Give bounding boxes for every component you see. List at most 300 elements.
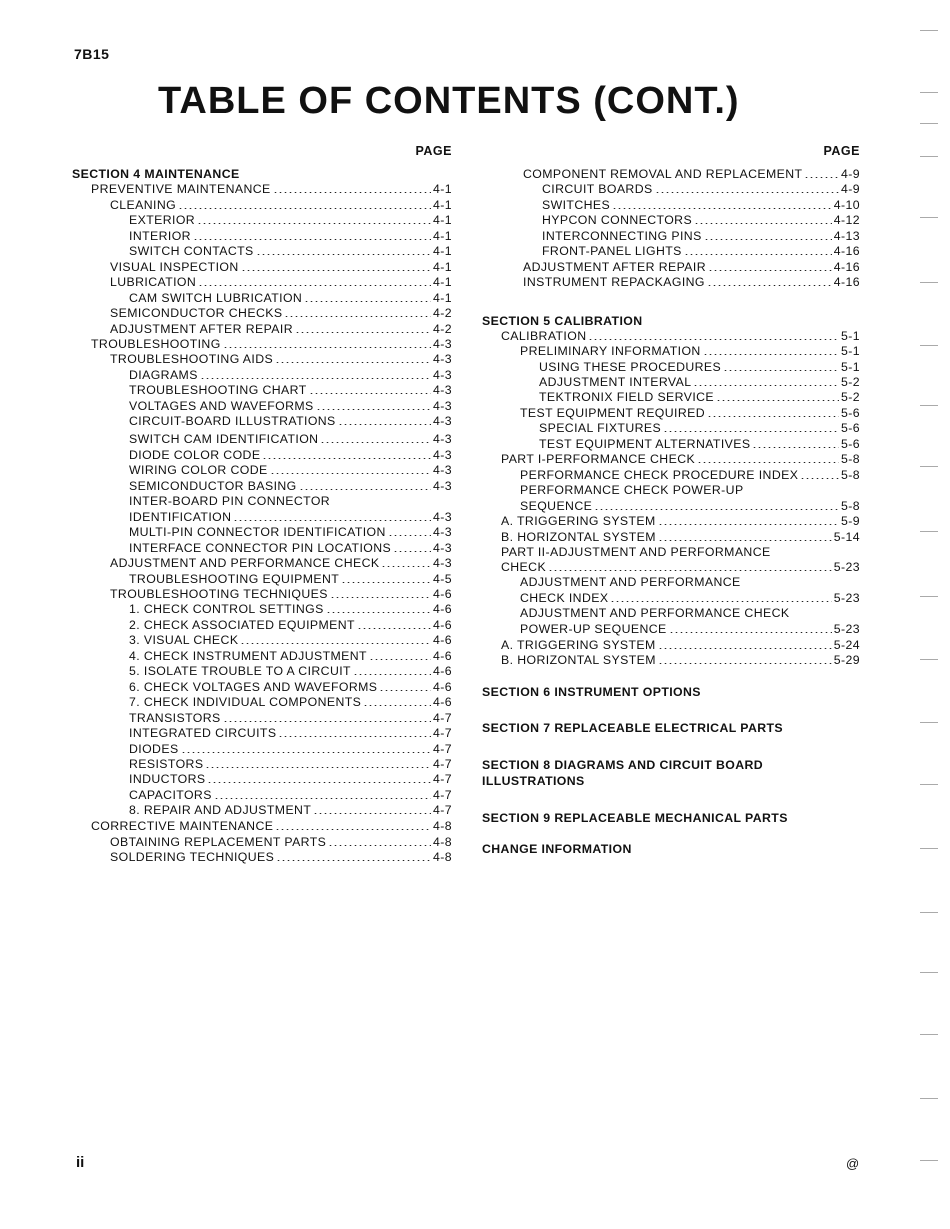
- toc-entry-label: WIRING COLOR CODE: [129, 463, 268, 477]
- dot-leader: [752, 447, 839, 448]
- toc-entry: [72, 398, 452, 414]
- toc-entry-label: CAPACITORS: [129, 788, 212, 802]
- dot-leader: [299, 489, 431, 490]
- toc-entry-label: ADJUSTMENT AFTER REPAIR: [523, 260, 706, 274]
- toc-entry: [482, 328, 860, 344]
- toc-entry-page: 4-1: [433, 182, 452, 196]
- toc-entry-page: 4-3: [433, 479, 452, 493]
- toc-entry: [72, 274, 452, 290]
- toc-entry: [72, 586, 452, 602]
- toc-entry: [482, 405, 860, 421]
- toc-entry: [72, 305, 452, 321]
- toc-entry: [72, 601, 452, 617]
- dot-leader: [205, 767, 431, 768]
- scan-mark: [920, 405, 938, 406]
- toc-entry: [482, 482, 860, 498]
- toc-entry-label: INTEGRATED CIRCUITS: [129, 726, 277, 740]
- toc-entry: [72, 756, 452, 772]
- toc-entry-label: INTERIOR: [129, 229, 191, 243]
- toc-entry-label: VOLTAGES AND WAVEFORMS: [129, 399, 314, 413]
- toc-section-heading: [482, 841, 860, 857]
- dot-leader: [369, 659, 431, 660]
- toc-entry-label: ADJUSTMENT AND PERFORMANCE CHECK: [520, 606, 790, 620]
- dot-leader: [694, 223, 832, 224]
- toc-entry: [482, 605, 860, 621]
- toc-entry: [482, 544, 860, 560]
- toc-entry-label: TROUBLESHOOTING EQUIPMENT: [129, 572, 340, 586]
- toc-entry-label: ADJUSTMENT AFTER REPAIR: [110, 322, 293, 336]
- dot-leader: [379, 690, 431, 691]
- toc-section-heading: [482, 313, 860, 329]
- toc-entry-page: 4-16: [833, 244, 860, 258]
- toc-entry-page: 4-8: [433, 850, 452, 864]
- dot-leader: [669, 632, 832, 633]
- toc-entry-page: 4-9: [841, 167, 860, 181]
- dot-leader: [388, 535, 431, 536]
- toc-entry-label: CHECK INDEX: [520, 591, 609, 605]
- toc-entry-page: 4-7: [433, 788, 452, 802]
- toc-entry: [72, 351, 452, 367]
- toc-entry: [482, 513, 860, 529]
- toc-entry: [72, 694, 452, 710]
- toc-entry-page: 4-1: [433, 291, 452, 305]
- toc-entry: [72, 787, 452, 803]
- toc-entry-label: INDUCTORS: [129, 772, 206, 786]
- page-column-heading-left: PAGE: [415, 144, 452, 158]
- toc-entry: [72, 447, 452, 463]
- toc-entry-page: 4-3: [433, 383, 452, 397]
- dot-leader: [193, 239, 431, 240]
- toc-entry: [72, 197, 452, 213]
- toc-entry: [72, 462, 452, 478]
- toc-section-heading: [482, 757, 860, 773]
- dot-leader: [284, 316, 431, 317]
- scan-mark: [920, 466, 938, 467]
- toc-entry-page: 4-5: [433, 572, 452, 586]
- toc-entry-page: 4-3: [433, 463, 452, 477]
- dot-leader: [658, 524, 839, 525]
- toc-entry-label: DIODES: [129, 742, 179, 756]
- toc-entry-page: 4-1: [433, 260, 452, 274]
- toc-entry-label: SEQUENCE: [520, 499, 593, 513]
- toc-entry-page: 4-7: [433, 757, 452, 771]
- toc-entry-page: 5-8: [841, 499, 860, 513]
- dot-leader: [393, 551, 431, 552]
- document-model-number: 7B15: [74, 46, 110, 62]
- toc-entry-page: 4-1: [433, 198, 452, 212]
- toc-entry-label: TRANSISTORS: [129, 711, 221, 725]
- scan-mark: [920, 531, 938, 532]
- toc-entry-label: MULTI-PIN CONNECTOR IDENTIFICATION: [129, 525, 386, 539]
- toc-entry-page: 5-24: [833, 638, 860, 652]
- dot-leader: [357, 628, 431, 629]
- toc-entry: [72, 617, 452, 633]
- toc-entry-label: B. HORIZONTAL SYSTEM: [501, 653, 656, 667]
- toc-entry-page: 4-3: [433, 352, 452, 366]
- toc-entry-label: POWER-UP SEQUENCE: [520, 622, 667, 636]
- scan-mark: [920, 596, 938, 597]
- toc-entry-label: ILLUSTRATIONS: [482, 774, 585, 788]
- dot-leader: [330, 597, 431, 598]
- toc-entry-page: 4-10: [833, 198, 860, 212]
- dot-leader: [316, 409, 431, 410]
- toc-entry-page: 5-29: [833, 653, 860, 667]
- toc-entry-page: 5-1: [841, 329, 860, 343]
- toc-entry: [72, 725, 452, 741]
- dot-leader: [697, 462, 839, 463]
- toc-entry-label: FRONT-PANEL LIGHTS: [542, 244, 682, 258]
- dot-leader: [353, 674, 431, 675]
- toc-entry-page: 5-1: [841, 360, 860, 374]
- toc-entry: [482, 197, 860, 213]
- toc-entry-label: 7. CHECK INDIVIDUAL COMPONENTS: [129, 695, 362, 709]
- toc-entry: [482, 498, 860, 514]
- dot-leader: [309, 393, 431, 394]
- toc-entry: [72, 679, 452, 695]
- dot-leader: [703, 354, 839, 355]
- dot-leader: [178, 208, 431, 209]
- toc-entry-label: SECTION 4 MAINTENANCE: [72, 167, 240, 181]
- toc-entry-label: 6. CHECK VOLTAGES AND WAVEFORMS: [129, 680, 378, 694]
- toc-entry-label: ADJUSTMENT INTERVAL: [539, 375, 692, 389]
- toc-entry-label: INTERFACE CONNECTOR PIN LOCATIONS: [129, 541, 392, 555]
- toc-entry-page: 4-3: [433, 399, 452, 413]
- dot-leader: [588, 339, 839, 340]
- toc-entry-label: IDENTIFICATION: [129, 510, 232, 524]
- scan-mark: [920, 1098, 938, 1099]
- dot-leader: [610, 601, 831, 602]
- toc-entry-page: 5-2: [841, 375, 860, 389]
- toc-entry-page: 5-14: [833, 530, 860, 544]
- dot-leader: [658, 540, 832, 541]
- dot-leader: [338, 424, 431, 425]
- toc-entry: [72, 336, 452, 352]
- toc-entry-label: SECTION 8 DIAGRAMS AND CIRCUIT BOARD: [482, 758, 764, 772]
- toc-entry-label: 3. VISUAL CHECK: [129, 633, 239, 647]
- toc-entry-page: 4-7: [433, 711, 452, 725]
- toc-entry-label: CALIBRATION: [501, 329, 587, 343]
- toc-entry-label: PART II-ADJUSTMENT AND PERFORMANCE: [501, 545, 771, 559]
- toc-entry-page: 5-23: [833, 560, 860, 574]
- dot-leader: [328, 845, 431, 846]
- toc-entry-page: 5-6: [841, 406, 860, 420]
- toc-entry-label: DIAGRAMS: [129, 368, 198, 382]
- toc-entry-page: 4-3: [433, 525, 452, 539]
- toc-entry-page: 5-23: [833, 622, 860, 636]
- toc-entry: [482, 259, 860, 275]
- dot-leader: [612, 208, 832, 209]
- toc-entry-page: 4-6: [433, 649, 452, 663]
- toc-entry-page: 4-3: [433, 556, 452, 570]
- dot-leader: [207, 782, 431, 783]
- toc-entry: [72, 834, 452, 850]
- toc-entry-label: SECTION 5 CALIBRATION: [482, 314, 643, 328]
- toc-entry: [72, 663, 452, 679]
- scan-mark: [920, 912, 938, 913]
- toc-entry-label: CIRCUIT BOARDS: [542, 182, 653, 196]
- toc-entry-page: 4-1: [433, 244, 452, 258]
- dot-leader: [723, 370, 839, 371]
- toc-entry-label: TEST EQUIPMENT REQUIRED: [520, 406, 706, 420]
- toc-entry-page: 5-23: [833, 591, 860, 605]
- toc-entry: [72, 710, 452, 726]
- toc-entry-label: CORRECTIVE MAINTENANCE: [91, 819, 274, 833]
- toc-entry: [72, 818, 452, 834]
- toc-entry-page: 4-1: [433, 229, 452, 243]
- toc-section-heading: [482, 684, 860, 700]
- toc-entry: [482, 559, 860, 575]
- scan-mark: [920, 282, 938, 283]
- toc-entry-label: ADJUSTMENT AND PERFORMANCE: [520, 575, 741, 589]
- footer-mark: @: [846, 1156, 860, 1171]
- toc-entry-label: CLEANING: [110, 198, 177, 212]
- dot-leader: [707, 416, 839, 417]
- toc-entry: [482, 389, 860, 405]
- toc-entry-label: SWITCH CONTACTS: [129, 244, 254, 258]
- toc-entry-label: SPECIAL FIXTURES: [539, 421, 662, 435]
- toc-entry-label: COMPONENT REMOVAL AND REPLACEMENT: [523, 167, 803, 181]
- toc-entry-label: B. HORIZONTAL SYSTEM: [501, 530, 656, 544]
- toc-entry-label: TROUBLESHOOTING AIDS: [110, 352, 274, 366]
- toc-entry-label: EXTERIOR: [129, 213, 196, 227]
- dot-leader: [198, 285, 431, 286]
- dot-leader: [594, 509, 839, 510]
- toc-section-heading: [482, 810, 860, 826]
- dot-leader: [275, 829, 431, 830]
- toc-entry-label: CAM SWITCH LUBRICATION: [129, 291, 303, 305]
- dot-leader: [273, 192, 431, 193]
- toc-entry-page: 4-3: [433, 432, 452, 446]
- toc-entry: [482, 529, 860, 545]
- toc-entry: [482, 590, 860, 606]
- toc-entry-label: LUBRICATION: [110, 275, 197, 289]
- toc-entry-label: PERFORMANCE CHECK PROCEDURE INDEX: [520, 468, 799, 482]
- toc-entry-label: INTER-BOARD PIN CONNECTOR: [129, 494, 331, 508]
- toc-entry-page: 4-6: [433, 633, 452, 647]
- toc-entry-page: 4-8: [433, 835, 452, 849]
- toc-entry-page: 4-6: [433, 587, 452, 601]
- dot-leader: [341, 582, 431, 583]
- toc-entry-page: 4-2: [433, 306, 452, 320]
- scan-mark: [920, 972, 938, 973]
- toc-entry-label: 2. CHECK ASSOCIATED EQUIPMENT: [129, 618, 355, 632]
- scan-mark: [920, 217, 938, 218]
- scan-mark: [920, 722, 938, 723]
- dot-leader: [223, 347, 431, 348]
- toc-entry-page: 4-3: [433, 414, 452, 428]
- toc-entry: [482, 228, 860, 244]
- toc-entry-label: A. TRIGGERING SYSTEM: [501, 514, 656, 528]
- toc-entry: [72, 367, 452, 383]
- toc-entry-page: 4-3: [433, 337, 452, 351]
- toc-entry-label: ADJUSTMENT AND PERFORMANCE CHECK: [110, 556, 380, 570]
- scan-mark: [920, 123, 938, 124]
- scan-mark: [920, 784, 938, 785]
- toc-entry-page: 5-8: [841, 452, 860, 466]
- toc-entry: [72, 431, 452, 447]
- dot-leader: [214, 798, 431, 799]
- scan-mark: [920, 1160, 938, 1161]
- toc-entry-page: 4-6: [433, 680, 452, 694]
- toc-entry: [72, 493, 452, 509]
- toc-entry-label: SEMICONDUCTOR BASING: [129, 479, 297, 493]
- dot-leader: [275, 362, 431, 363]
- toc-entry-label: OBTAINING REPLACEMENT PARTS: [110, 835, 327, 849]
- toc-entry-page: 4-3: [433, 541, 452, 555]
- toc-section-heading: [482, 773, 860, 789]
- toc-entry: [482, 374, 860, 390]
- toc-entry-label: TROUBLESHOOTING CHART: [129, 383, 307, 397]
- toc-entry-label: 1. CHECK CONTROL SETTINGS: [129, 602, 324, 616]
- toc-entry: [482, 574, 860, 590]
- dot-leader: [704, 239, 832, 240]
- toc-entry-page: 5-1: [841, 344, 860, 358]
- toc-entry: [72, 181, 452, 197]
- toc-entry: [72, 648, 452, 664]
- dot-leader: [233, 520, 431, 521]
- toc-entry-page: 5-8: [841, 468, 860, 482]
- dot-leader: [240, 643, 431, 644]
- scan-mark: [920, 659, 938, 660]
- toc-entry-page: 4-7: [433, 772, 452, 786]
- toc-entry-label: VISUAL INSPECTION: [110, 260, 239, 274]
- toc-entry-page: 4-12: [833, 213, 860, 227]
- toc-entry-label: SECTION 7 REPLACEABLE ELECTRICAL PARTS: [482, 721, 784, 735]
- toc-entry: [72, 413, 452, 429]
- toc-entry-label: TEKTRONIX FIELD SERVICE: [539, 390, 715, 404]
- toc-entry-page: 4-16: [833, 260, 860, 274]
- toc-entry: [72, 509, 452, 525]
- toc-entry-label: SEMICONDUCTOR CHECKS: [110, 306, 283, 320]
- dot-leader: [304, 301, 431, 302]
- toc-entry-page: 4-16: [833, 275, 860, 289]
- toc-entry-label: INSTRUMENT REPACKAGING: [523, 275, 705, 289]
- dot-leader: [684, 254, 832, 255]
- toc-entry: [72, 478, 452, 494]
- toc-entry: [482, 359, 860, 375]
- toc-entry-page: 4-9: [841, 182, 860, 196]
- toc-entry-page: 4-6: [433, 695, 452, 709]
- toc-section-heading: [72, 166, 452, 182]
- scan-mark: [920, 345, 938, 346]
- scan-mark: [920, 848, 938, 849]
- toc-entry-page: 4-8: [433, 819, 452, 833]
- dot-leader: [658, 648, 832, 649]
- toc-entry-label: PRELIMINARY INFORMATION: [520, 344, 701, 358]
- toc-entry: [72, 802, 452, 818]
- toc-entry: [482, 467, 860, 483]
- dot-leader: [313, 813, 431, 814]
- toc-entry-page: 4-2: [433, 322, 452, 336]
- toc-entry: [72, 632, 452, 648]
- toc-entry-page: 4-13: [833, 229, 860, 243]
- dot-leader: [693, 385, 839, 386]
- toc-entry-label: PREVENTIVE MAINTENANCE: [91, 182, 271, 196]
- dot-leader: [363, 705, 431, 706]
- toc-entry-label: SWITCHES: [542, 198, 611, 212]
- dot-leader: [295, 332, 431, 333]
- toc-entry-page: 4-6: [433, 602, 452, 616]
- toc-entry: [72, 228, 452, 244]
- toc-entry: [482, 243, 860, 259]
- dot-leader: [663, 431, 839, 432]
- toc-entry-page: 4-3: [433, 448, 452, 462]
- toc-entry-label: TEST EQUIPMENT ALTERNATIVES: [539, 437, 751, 451]
- toc-entry: [72, 290, 452, 306]
- toc-entry-page: 4-7: [433, 803, 452, 817]
- toc-entry: [482, 343, 860, 359]
- toc-entry-label: SWITCH CAM IDENTIFICATION: [129, 432, 319, 446]
- toc-entry-label: 4. CHECK INSTRUMENT ADJUSTMENT: [129, 649, 367, 663]
- toc-entry-page: 5-9: [841, 514, 860, 528]
- toc-entry: [72, 524, 452, 540]
- dot-leader: [708, 270, 832, 271]
- toc-entry-label: RESISTORS: [129, 757, 204, 771]
- toc-entry-page: 4-1: [433, 275, 452, 289]
- dot-leader: [278, 736, 431, 737]
- toc-entry: [72, 571, 452, 587]
- toc-entry-label: A. TRIGGERING SYSTEM: [501, 638, 656, 652]
- dot-leader: [707, 285, 832, 286]
- toc-entry-page: 5-6: [841, 421, 860, 435]
- toc-entry: [482, 451, 860, 467]
- toc-entry: [482, 181, 860, 197]
- toc-entry-label: USING THESE PROCEDURES: [539, 360, 722, 374]
- dot-leader: [716, 400, 839, 401]
- toc-entry-label: 5. ISOLATE TROUBLE TO A CIRCUIT: [129, 664, 351, 678]
- toc-entry: [482, 637, 860, 653]
- toc-entry-page: 5-6: [841, 437, 860, 451]
- page-number: ii: [76, 1154, 85, 1171]
- toc-entry: [72, 382, 452, 398]
- toc-entry: [482, 212, 860, 228]
- toc-entry-label: HYPCON CONNECTORS: [542, 213, 693, 227]
- toc-entry-label: SOLDERING TECHNIQUES: [110, 850, 275, 864]
- toc-entry: [72, 212, 452, 228]
- toc-entry-label: PART I-PERFORMANCE CHECK: [501, 452, 696, 466]
- dot-leader: [262, 458, 431, 459]
- dot-leader: [804, 177, 839, 178]
- dot-leader: [256, 254, 431, 255]
- toc-entry: [72, 555, 452, 571]
- toc-entry: [72, 741, 452, 757]
- page-title: TABLE OF CONTENTS (CONT.): [158, 80, 740, 122]
- toc-entry-label: PERFORMANCE CHECK POWER-UP: [520, 483, 744, 497]
- toc-entry-label: CHECK: [501, 560, 547, 574]
- toc-entry-label: 8. REPAIR AND ADJUSTMENT: [129, 803, 312, 817]
- toc-entry-label: TROUBLESHOOTING: [91, 337, 221, 351]
- toc-entry-page: 4-3: [433, 510, 452, 524]
- toc-entry-label: CIRCUIT-BOARD ILLUSTRATIONS: [129, 414, 336, 428]
- toc-entry: [482, 166, 860, 182]
- toc-entry-label: TROUBLESHOOTING TECHNIQUES: [110, 587, 328, 601]
- toc-entry: [72, 321, 452, 337]
- dot-leader: [200, 378, 431, 379]
- dot-leader: [326, 612, 431, 613]
- dot-leader: [800, 478, 839, 479]
- toc-entry-label: SECTION 6 INSTRUMENT OPTIONS: [482, 685, 701, 699]
- toc-entry-page: 4-7: [433, 726, 452, 740]
- dot-leader: [197, 223, 431, 224]
- toc-entry: [72, 243, 452, 259]
- toc-entry-page: 5-2: [841, 390, 860, 404]
- toc-entry: [482, 652, 860, 668]
- scan-mark: [920, 30, 938, 31]
- toc-entry-page: 4-6: [433, 664, 452, 678]
- toc-entry: [482, 621, 860, 637]
- toc-entry: [482, 420, 860, 436]
- scan-mark: [920, 156, 938, 157]
